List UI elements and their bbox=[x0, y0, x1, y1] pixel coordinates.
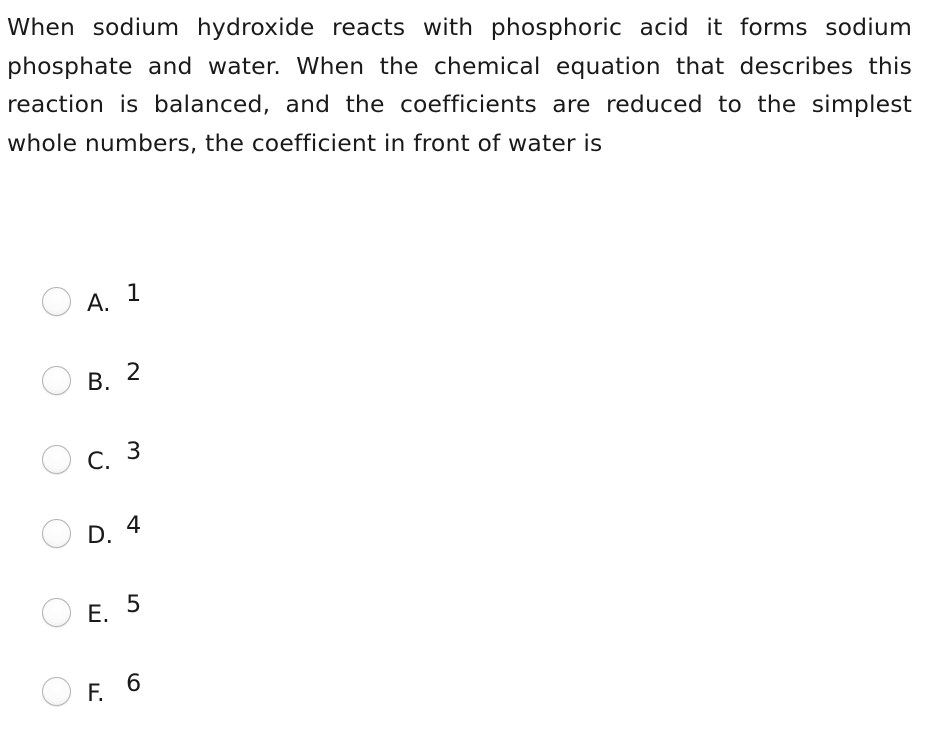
choice-letter: B. bbox=[87, 368, 112, 396]
choice-value: 1 bbox=[126, 279, 142, 307]
radio-button-a[interactable] bbox=[42, 287, 71, 316]
radio-button-c[interactable] bbox=[42, 445, 71, 474]
choice-value: 6 bbox=[126, 669, 142, 697]
choice-value: 4 bbox=[126, 511, 142, 539]
choice-value: 3 bbox=[126, 437, 142, 465]
radio-button-d[interactable] bbox=[42, 519, 71, 548]
choice-letter: F. bbox=[87, 679, 105, 707]
radio-button-b[interactable] bbox=[42, 366, 71, 395]
choice-letter: E. bbox=[87, 600, 110, 628]
radio-button-f[interactable] bbox=[42, 677, 71, 706]
choice-letter: D. bbox=[87, 521, 114, 549]
choice-value: 2 bbox=[126, 358, 142, 386]
choice-value: 5 bbox=[126, 590, 142, 618]
choice-letter: A. bbox=[87, 289, 111, 317]
radio-button-e[interactable] bbox=[42, 598, 71, 627]
question-text: When sodium hydroxide reacts with phosphoric acid it forms sodium phosphate and water. When the chemical equation that describes this reaction is balanced, and the coefficients are reduced to the simplest whole numbers, the coefficient in front of water is bbox=[7, 13, 912, 157]
choice-letter: C. bbox=[87, 447, 112, 475]
